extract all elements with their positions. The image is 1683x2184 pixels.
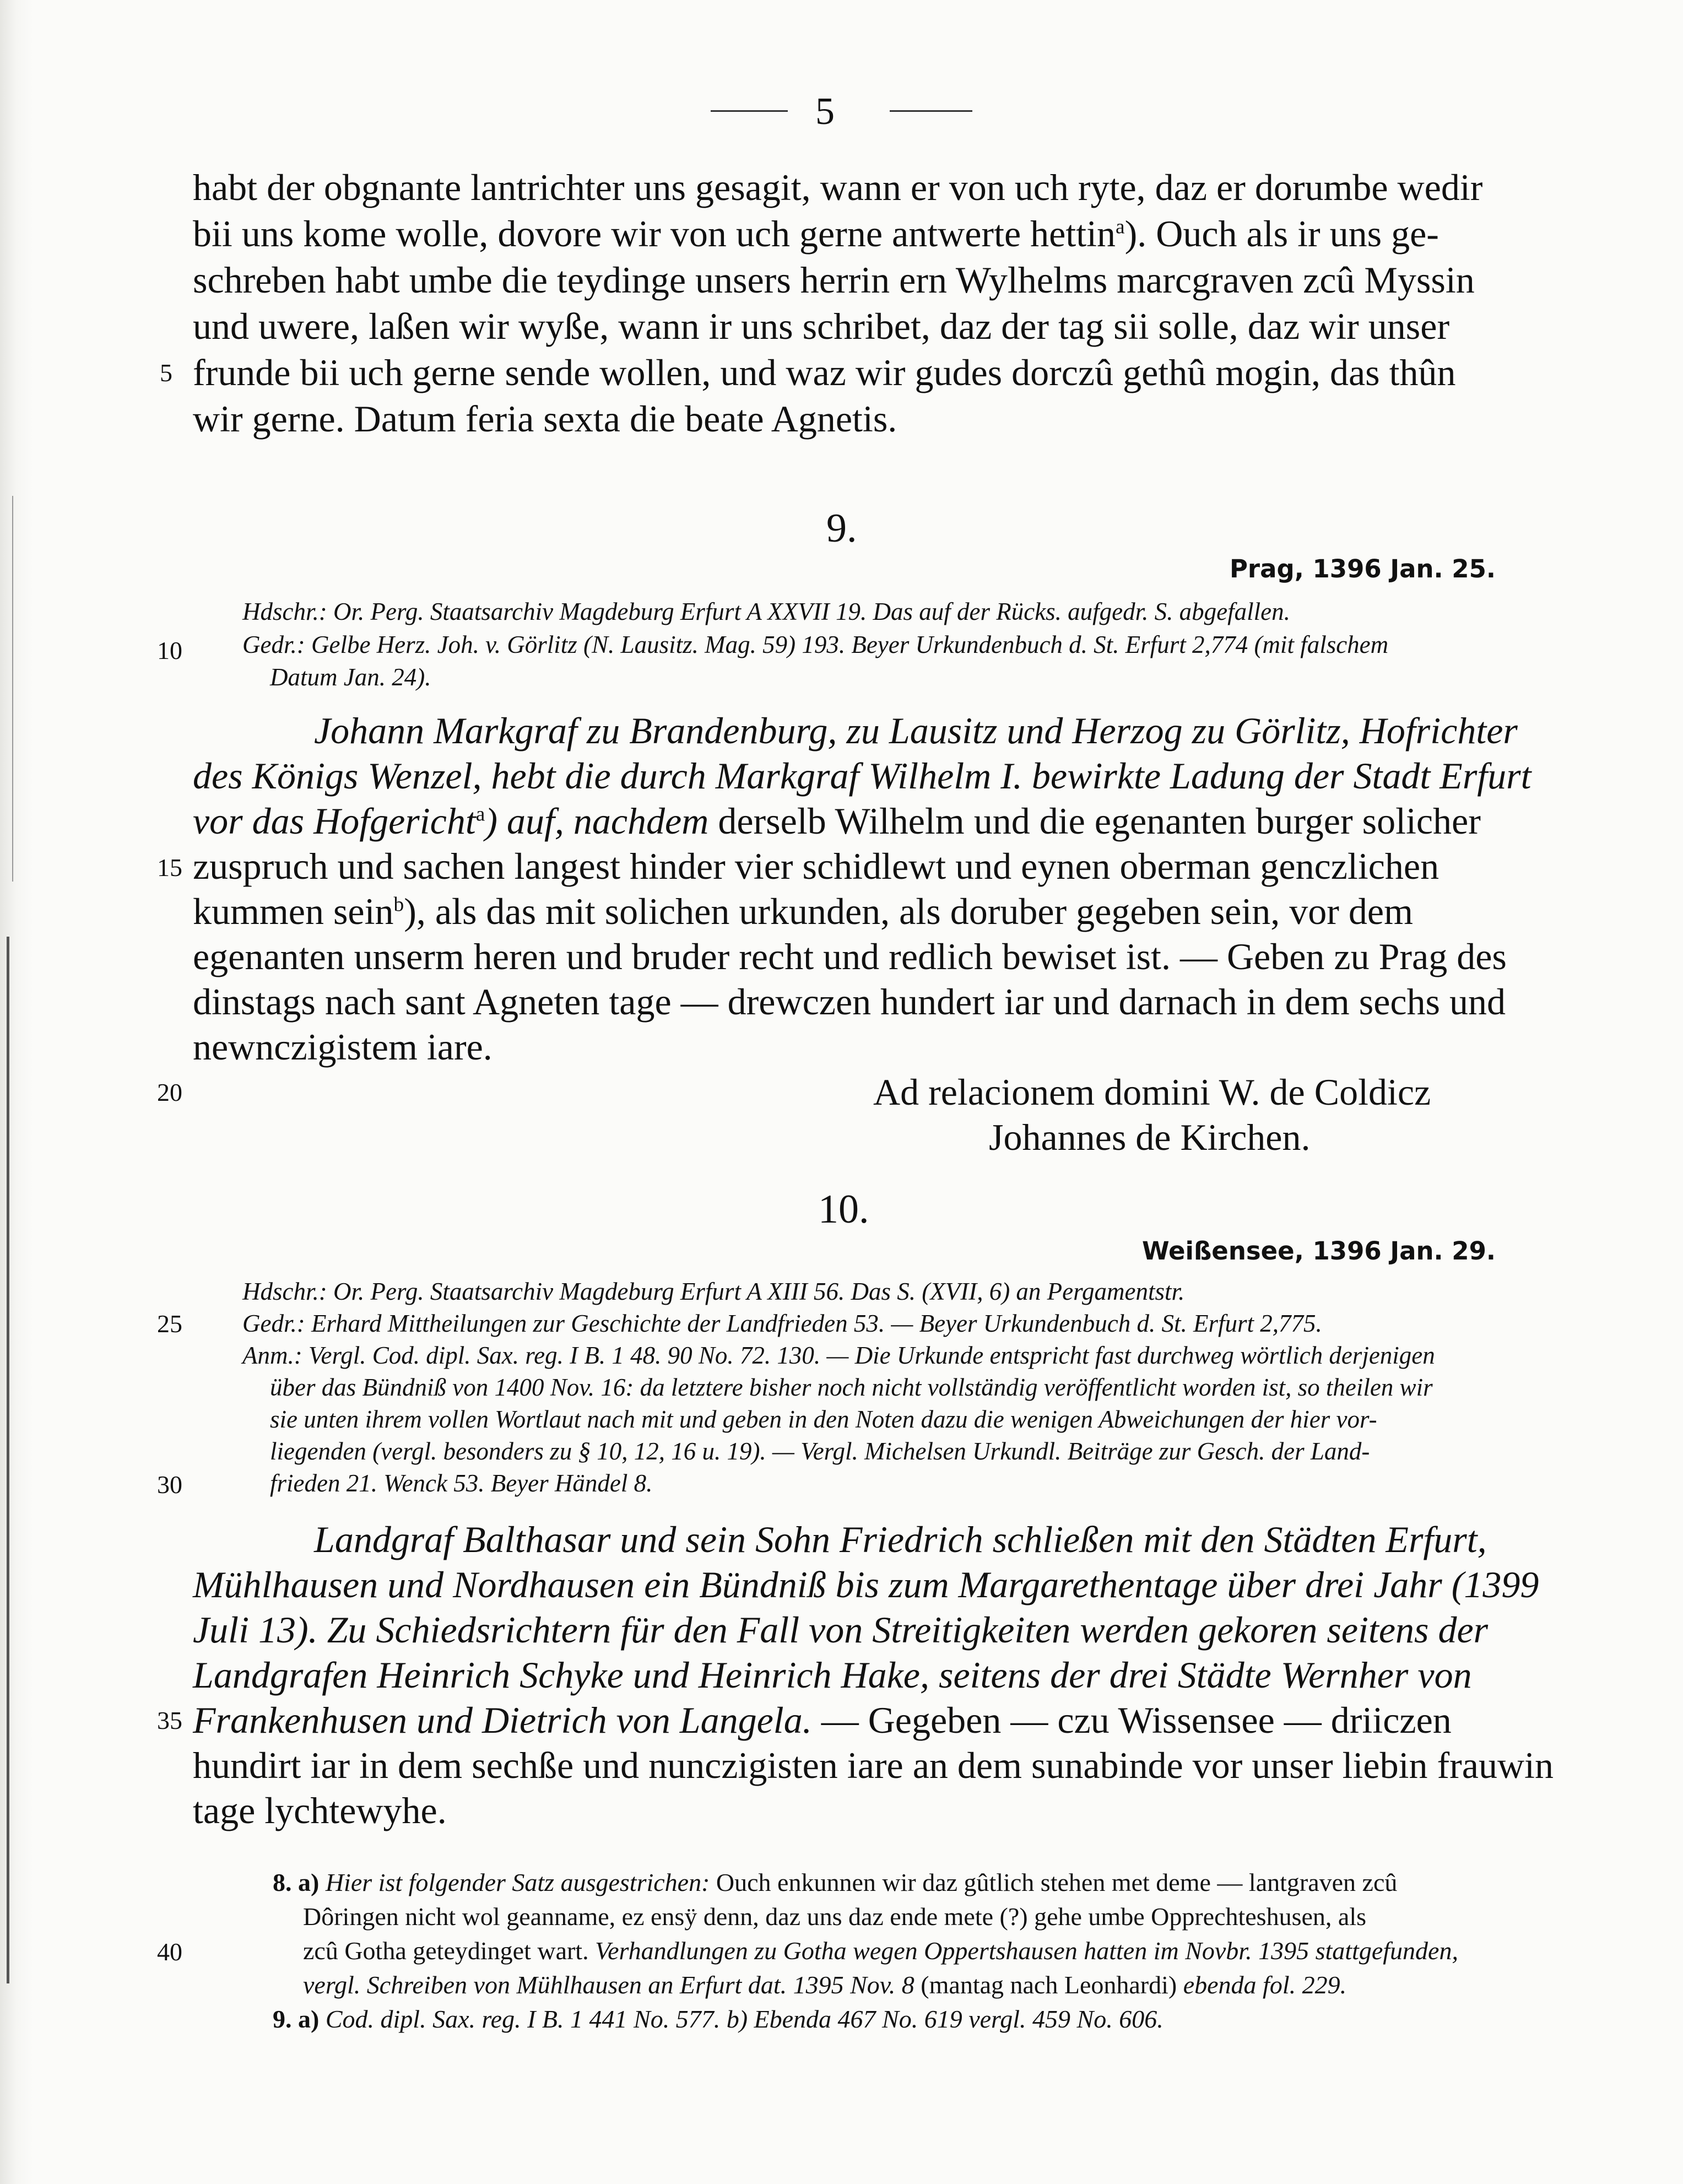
footnote-ref: b [393, 893, 404, 916]
text-line [193, 890, 1413, 932]
line-number: 35 [157, 1706, 182, 1734]
text-segment: Frankenhusen und Dietrich von Langela. [193, 1699, 812, 1741]
line-number: 30 [157, 1471, 182, 1499]
text-segment: ), als das mit solichen urkunden, als doruber gegeben sein, vor dem [404, 890, 1413, 932]
source-note: über das Bündniß von 1400 Nov. 16: da letztere bisher noch nicht vollständig veröffentlicht worden ist, so theilen wir [270, 1374, 1433, 1401]
footnote-ref: a [1116, 215, 1125, 239]
text-line [193, 213, 1439, 255]
text-segment: ). Ouch als ir uns ge- [1124, 213, 1439, 255]
text-line: schreben habt umbe die teydinge unsers herrin ern Wylhelms marcgraven zcû Myssin [193, 259, 1475, 301]
line-number: 20 [157, 1078, 182, 1106]
source-note: sie unten ihrem vollen Wortlaut nach mit und geben in den Noten dazu die wenigen Abweichungen der hier vor- [270, 1405, 1377, 1433]
footnote-line [273, 2007, 1164, 2032]
summary-line: des Königs Wenzel, hebt die durch Markgraf Wilhelm I. bewirkte Ladung der Stadt Erfurt [193, 755, 1532, 797]
summary-line: Landgraf Balthasar und sein Sohn Friedrich schließen mit den Städten Erfurt, [314, 1518, 1487, 1560]
place-date: Weißensee, 1396 Jan. 29. [1141, 1236, 1496, 1266]
relacio-line: Ad relacionem domini W. de Coldicz [873, 1071, 1431, 1113]
summary-line: Mühlhausen und Nordhausen ein Bündniß bis zum Margarethentage über drei Jahr (1399 [193, 1564, 1539, 1605]
source-note: Hdschr.: Or. Perg. Staatsarchiv Magdeburg Erfurt A XIII 56. Das S. (XVII, 6) an Pergamentstr. [242, 1278, 1185, 1305]
text-segment: Verhandlungen zu Gotha wegen Oppertshausen hatten im Novbr. 1395 stattgefunden, [595, 1937, 1458, 1965]
source-note: frieden 21. Wenck 53. Beyer Händel 8. [270, 1469, 653, 1497]
footnote-line [303, 1938, 1458, 1964]
document-number: 9. [826, 506, 857, 551]
source-note: Hdschr.: Or. Perg. Staatsarchiv Magdeburg Erfurt A XXVII 19. Das auf der Rücks. aufgedr. S. abgefallen. [242, 598, 1290, 625]
text-line: habt der obgnante lantrichter uns gesagit, wann er von uch ryte, daz er dorumbe wedir [193, 166, 1483, 208]
place-date: Prag, 1396 Jan. 25. [1229, 554, 1496, 583]
footnote-line: Dôringen nicht wol geanname, ez ensÿ denn, daz uns daz ende mete (?) gehe umbe Opprechteshusen, als [303, 1902, 1367, 1931]
text-line: egenanten unserm heren und bruder recht und redlich bewiset ist. — Geben zu Prag des [193, 936, 1507, 977]
summary-line: Johann Markgraf zu Brandenburg, zu Lausitz und Herzog zu Görlitz, Hofrichter [314, 710, 1518, 752]
text-segment: Hier ist folgender Satz ausgestrichen: [325, 1868, 710, 1896]
text-line: hundirt iar in dem sechße und nunczigisten iare an dem sunabinde vor unser liebin frauwin [193, 1744, 1554, 1786]
source-note: Anm.: Vergl. Cod. dipl. Sax. reg. I B. 1 48. 90 No. 72. 130. — Die Urkunde entspricht fast durchweg wörtlich derjenigen [242, 1342, 1435, 1369]
text-segment: ) auf, nachdem [485, 800, 709, 842]
text-line: frunde bii uch gerne sende wollen, und waz wir gudes dorczû gethû mogin, das thûn [193, 352, 1456, 393]
line-number: 15 [157, 853, 182, 882]
text-segment: bii uns kome wolle, dovore wir von uch gerne antwerte hettin [193, 213, 1116, 255]
text-segment: (mantag nach Leonhardi) [914, 1971, 1183, 1999]
line-number: 25 [157, 1310, 182, 1338]
summary-line [193, 1701, 1452, 1739]
text-segment: kummen sein [193, 890, 394, 932]
text-segment: ebenda fol. 229. [1183, 1971, 1347, 1999]
scan-artifact-line [7, 937, 9, 1983]
page-number: 5 [815, 90, 835, 133]
text-segment: Ouch enkunnen wir daz gûtlich stehen met deme — lantgraven zcû [710, 1868, 1398, 1896]
text-line: dinstags nach sant Agneten tage — drewczen hundert iar und darnach in dem sechs und [193, 981, 1506, 1023]
text-segment: vergl. Schreiben von Mühlhausen an Erfurt dat. 1395 Nov. 8 [303, 1971, 914, 1999]
footnote-label: 8. a) [273, 1868, 320, 1896]
header-rule-left [711, 110, 788, 112]
line-number: 40 [157, 1938, 182, 1966]
text-line: und uwere, laßen wir wyße, wann ir uns schribet, daz der tag sii solle, daz wir unser [193, 305, 1450, 347]
scan-edge [0, 0, 33, 2184]
line-number: 10 [157, 636, 182, 664]
header-rule-right [890, 110, 972, 112]
document-number: 10. [818, 1187, 869, 1232]
footnote-line [273, 1870, 1397, 1895]
source-note: liegenden (vergl. besonders zu § 10, 12, 16 u. 19). — Vergl. Michelsen Urkundl. Beiträge zur Gesch. der Land- [270, 1437, 1370, 1465]
footnote-label: 9. a) [273, 2005, 320, 2033]
text-segment: vor das Hofgericht [193, 800, 476, 842]
text-line: newnczigistem iare. [193, 1026, 493, 1068]
text-line: zuspruch und sachen langest hinder vier schidlewt und eynen oberman genczlichen [193, 845, 1440, 887]
text-line: tage lychtewyhe. [193, 1790, 447, 1831]
footnote-line [303, 1972, 1346, 1998]
source-note: Gedr.: Erhard Mittheilungen zur Geschichte der Landfrieden 53. — Beyer Urkundenbuch d. St. Erfurt 2,775. [242, 1310, 1322, 1337]
line-number: 5 [160, 359, 172, 387]
text-segment: derselb Wilhelm und die egenanten burger solicher [708, 800, 1481, 842]
summary-line: Juli 13). Zu Schiedsrichtern für den Fall von Streitigkeiten werden gekoren seitens der [193, 1609, 1489, 1651]
source-note: Datum Jan. 24). [270, 663, 431, 691]
text-segment: zcû Gotha geteydinget wart. [303, 1937, 596, 1965]
text-line: wir gerne. Datum feria sexta die beate Agnetis. [193, 398, 897, 440]
footnote-ref: a [475, 803, 485, 826]
scan-artifact-line [12, 496, 13, 882]
text-segment: — Gegeben — czu Wissensee — driiczen [811, 1699, 1452, 1741]
signer-line: Johannes de Kirchen. [989, 1116, 1311, 1158]
text-segment: Cod. dipl. Sax. reg. I B. 1 441 No. 577. b) Ebenda 467 No. 619 vergl. 459 No. 606. [325, 2005, 1164, 2033]
summary-line: Landgrafen Heinrich Schyke und Heinrich Hake, seitens der drei Städte Wernher von [193, 1654, 1472, 1696]
summary-line [193, 802, 1481, 840]
source-note: Gedr.: Gelbe Herz. Joh. v. Görlitz (N. Lausitz. Mag. 59) 193. Beyer Urkundenbuch d. St. Erfurt 2,774 (mit falschem [242, 631, 1389, 658]
